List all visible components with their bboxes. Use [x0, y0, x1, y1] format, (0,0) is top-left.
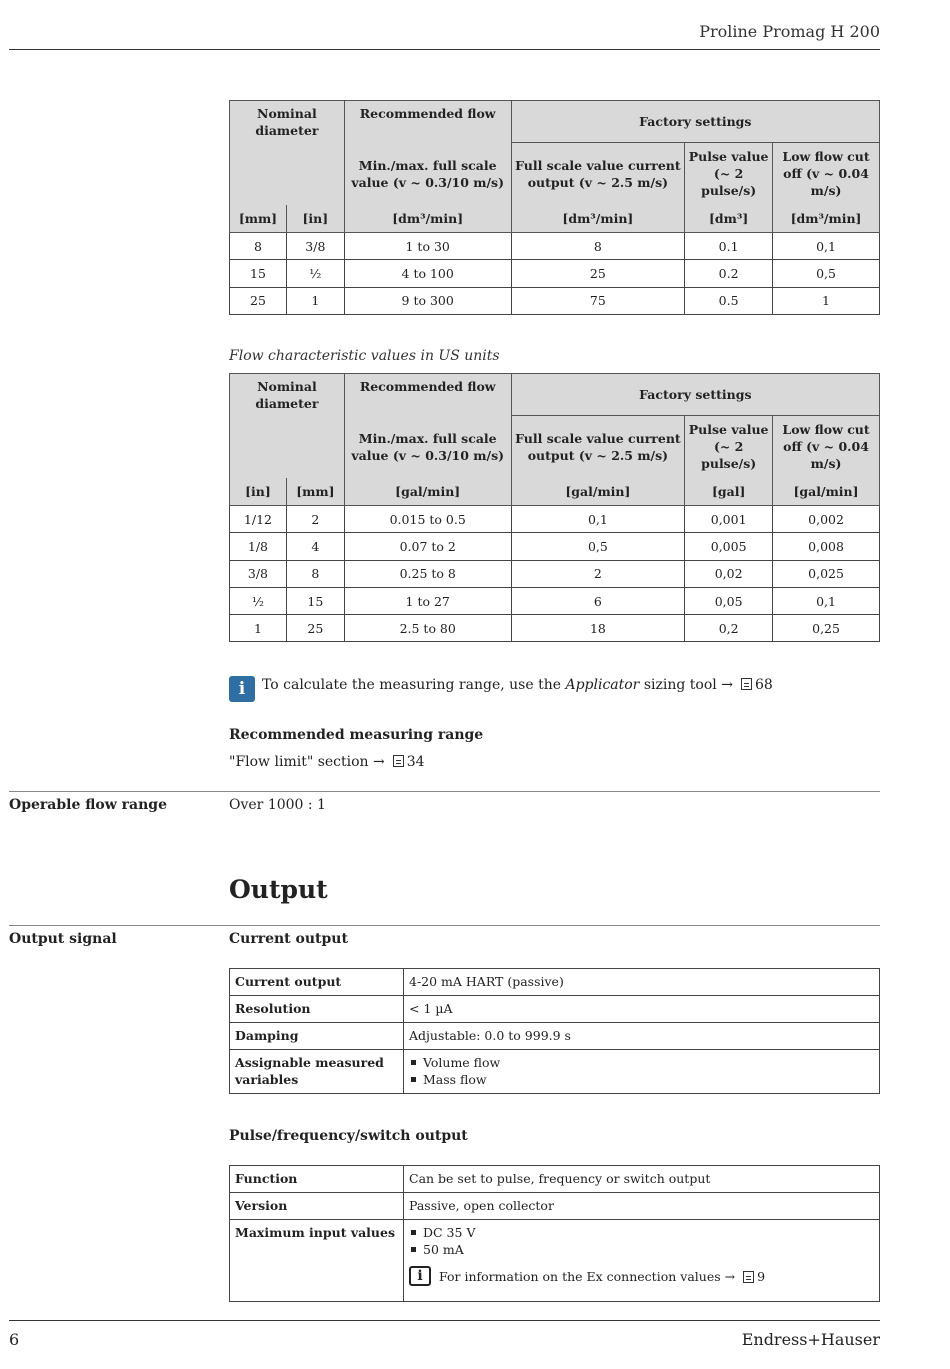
footer-rule: [9, 1320, 880, 1321]
page-ref[interactable]: 9: [757, 1268, 766, 1284]
note-text: To calculate the measuring range, use the: [262, 677, 566, 693]
table-cell: 75: [511, 287, 685, 314]
table-cell: 0,002: [773, 506, 880, 533]
table-cell: 0.07 to 2: [344, 533, 511, 560]
unit-cell: [in]: [230, 478, 287, 506]
table-cell: 1/8: [230, 533, 287, 560]
table-cell: 4 to 100: [344, 260, 511, 287]
recommended-range-text: [229, 754, 425, 770]
row-value: Adjustable: 0.0 to 999.9 s: [404, 1023, 880, 1050]
table-cell: 1: [773, 287, 880, 314]
table-row: [230, 560, 880, 587]
table-cell: 0.2: [685, 260, 773, 287]
table-row: [230, 533, 880, 560]
header-nominal-diameter: Nominal diameter: [230, 374, 345, 416]
table-cell: 3/8: [230, 560, 287, 587]
page-ref[interactable]: 34: [406, 754, 425, 770]
table-cell: 0.1: [685, 233, 773, 260]
list-item: DC 35 V: [409, 1224, 874, 1241]
current-output-table: [229, 968, 880, 1094]
info-icon: i: [409, 1266, 431, 1286]
table-cell: 0,25: [773, 615, 880, 642]
flow-table-metric: [229, 100, 880, 315]
table-cell: 0,1: [773, 587, 880, 614]
table-cell: 8: [230, 233, 287, 260]
unit-cell: [dm³/min]: [511, 205, 685, 233]
unit-cell: [gal]: [685, 478, 773, 506]
header-factory-settings: Factory settings: [511, 101, 879, 143]
unit-cell: [dm³]: [685, 205, 773, 233]
table-cell: 0,02: [685, 560, 773, 587]
header-full-scale: Full scale value current output (v ~ 2.5 m/s): [511, 143, 685, 205]
table-cell: 2: [511, 560, 685, 587]
unit-cell: [gal/min]: [511, 478, 685, 506]
table-row: [230, 260, 880, 287]
table-row: [230, 233, 880, 260]
row-key: Resolution: [230, 996, 404, 1023]
ex-note: [409, 1266, 874, 1286]
unit-cell: [mm]: [286, 478, 344, 506]
page-number: 6: [9, 1330, 20, 1349]
page-ref-icon: [743, 1271, 754, 1283]
row-key: Maximum input values: [230, 1220, 404, 1302]
table-row: [230, 587, 880, 614]
table-cell: ½: [230, 587, 287, 614]
table-cell: 0,008: [773, 533, 880, 560]
table-cell: 18: [511, 615, 685, 642]
bullet-list: [409, 1224, 874, 1258]
header-min-max: Min./max. full scale value (v ~ 0.3/10 m/s): [344, 143, 511, 205]
table-row: [230, 996, 880, 1023]
table-row: [230, 969, 880, 996]
table-cell: 3/8: [286, 233, 344, 260]
row-value: [404, 1220, 880, 1302]
table-row: [230, 615, 880, 642]
table-cell: 0,001: [685, 506, 773, 533]
row-value: Passive, open collector: [404, 1193, 880, 1220]
table-cell: 0,05: [685, 587, 773, 614]
table-row: [230, 1023, 880, 1050]
row-key: Damping: [230, 1023, 404, 1050]
operable-flow-value: Over 1000 : 1: [229, 797, 326, 813]
table-cell: 4: [286, 533, 344, 560]
table-cell: 1 to 30: [344, 233, 511, 260]
table-cell: 1: [230, 615, 287, 642]
header-factory-settings: Factory settings: [511, 374, 879, 416]
table-cell: 0,1: [773, 233, 880, 260]
table-row: [230, 1220, 880, 1302]
flow-table-us: [229, 373, 880, 642]
table-row: [230, 1193, 880, 1220]
section-divider: [9, 791, 880, 792]
row-value: Can be set to pulse, frequency or switch output: [404, 1166, 880, 1193]
page-ref-icon: [741, 678, 752, 690]
table-cell: 6: [511, 587, 685, 614]
table-cell: 0.015 to 0.5: [344, 506, 511, 533]
header-min-max: Min./max. full scale value (v ~ 0.3/10 m/s): [344, 416, 511, 478]
operable-flow-label: Operable flow range: [9, 797, 167, 813]
header-recommended-flow: Recommended flow: [344, 101, 511, 143]
output-heading: Output: [229, 875, 328, 904]
header-recommended-flow: Recommended flow: [344, 374, 511, 416]
table-cell: 0,025: [773, 560, 880, 587]
row-value: 4-20 mA HART (passive): [404, 969, 880, 996]
row-key: Version: [230, 1193, 404, 1220]
table-cell: 0,5: [511, 533, 685, 560]
row-key: Assignable measured variables: [230, 1050, 404, 1094]
header-rule: [9, 49, 880, 50]
table-cell: 25: [230, 287, 287, 314]
header-pulse-value: Pulse value (~ 2 pulse/s): [685, 416, 773, 478]
table-cell: 0,2: [685, 615, 773, 642]
unit-cell: [gal/min]: [773, 478, 880, 506]
note-text: sizing tool →: [639, 677, 733, 693]
page-ref-icon: [393, 755, 404, 767]
pulse-output-heading: Pulse/frequency/switch output: [229, 1128, 468, 1144]
table-cell: 0,1: [511, 506, 685, 533]
document-title: Proline Promag H 200: [699, 22, 880, 41]
ex-note-text[interactable]: For information on the Ex connection values →: [439, 1268, 736, 1284]
table-row: [230, 1166, 880, 1193]
table-cell: 1: [286, 287, 344, 314]
row-key: Function: [230, 1166, 404, 1193]
current-output-heading: Current output: [229, 931, 348, 947]
table-cell: 15: [286, 587, 344, 614]
row-key: Current output: [230, 969, 404, 996]
recommended-range-heading: Recommended measuring range: [229, 727, 484, 743]
list-item: Mass flow: [409, 1071, 874, 1088]
table-row: [230, 506, 880, 533]
header-low-flow: Low flow cut off (v ~ 0.04 m/s): [773, 416, 880, 478]
pulse-output-table: [229, 1165, 880, 1302]
table-row: [230, 287, 880, 314]
unit-cell: [mm]: [230, 205, 287, 233]
list-item: Volume flow: [409, 1054, 874, 1071]
table-cell: 25: [511, 260, 685, 287]
table-cell: 8: [511, 233, 685, 260]
table-cell: 9 to 300: [344, 287, 511, 314]
bullet-list: [409, 1054, 874, 1088]
brand-name: Endress+Hauser: [741, 1330, 880, 1349]
table-cell: 0,5: [773, 260, 880, 287]
header-pulse-value: Pulse value (~ 2 pulse/s): [685, 143, 773, 205]
header-nominal-diameter: Nominal diameter: [230, 101, 345, 143]
header-blank: [230, 416, 345, 478]
row-value: [404, 1050, 880, 1094]
row-value: < 1 µA: [404, 996, 880, 1023]
header-blank: [230, 143, 345, 205]
applicator-link[interactable]: Applicator: [565, 677, 640, 693]
list-item: 50 mA: [409, 1241, 874, 1258]
info-icon: i: [229, 676, 255, 702]
unit-cell: [in]: [286, 205, 344, 233]
table-row: [230, 1050, 880, 1094]
header-full-scale: Full scale value current output (v ~ 2.5 m/s): [511, 416, 685, 478]
table-cell: 2.5 to 80: [344, 615, 511, 642]
table-cell: 0.25 to 8: [344, 560, 511, 587]
section-divider: [9, 925, 880, 926]
us-table-caption: Flow characteristic values in US units: [229, 348, 500, 364]
page-ref[interactable]: 68: [754, 677, 773, 693]
header-low-flow: Low flow cut off (v ~ 0.04 m/s): [773, 143, 880, 205]
table-cell: 1/12: [230, 506, 287, 533]
table-cell: 0,005: [685, 533, 773, 560]
table-cell: 8: [286, 560, 344, 587]
flow-limit-link[interactable]: "Flow limit" section →: [229, 754, 385, 770]
unit-cell: [dm³/min]: [344, 205, 511, 233]
table-cell: 2: [286, 506, 344, 533]
table-cell: 0.5: [685, 287, 773, 314]
applicator-note: [229, 675, 773, 702]
table-cell: 15: [230, 260, 287, 287]
output-signal-label: Output signal: [9, 931, 117, 947]
table-cell: 25: [286, 615, 344, 642]
unit-cell: [gal/min]: [344, 478, 511, 506]
unit-cell: [dm³/min]: [773, 205, 880, 233]
table-cell: ½: [286, 260, 344, 287]
table-cell: 1 to 27: [344, 587, 511, 614]
